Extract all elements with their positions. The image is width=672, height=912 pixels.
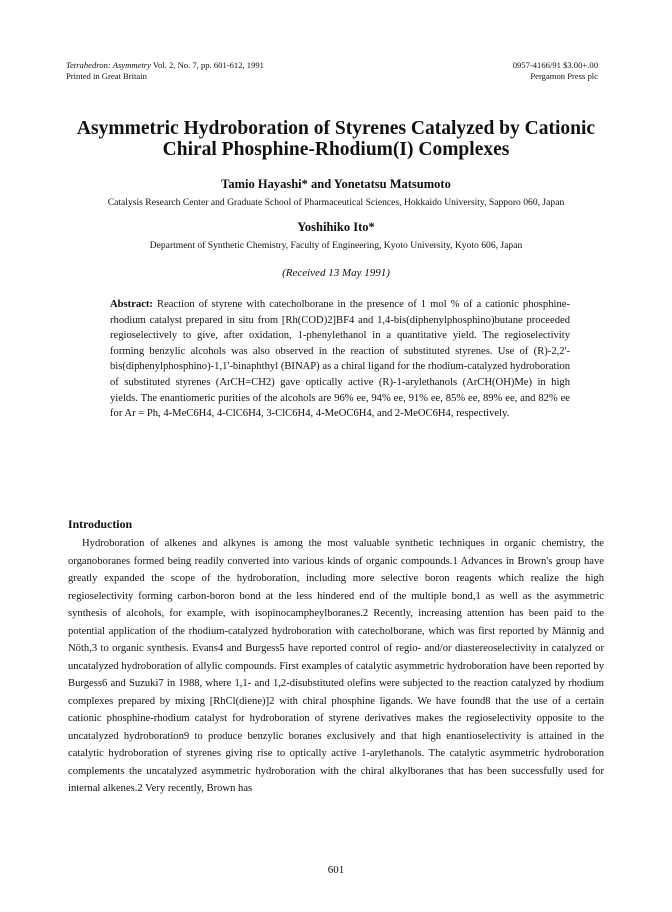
journal-volume: Vol. 2, No. 7, pp. 601-612, 1991	[150, 60, 264, 70]
introduction-body	[68, 535, 604, 798]
affiliation-2: Department of Synthetic Chemistry, Faculty of Engineering, Kyoto University, Kyoto 606, Japan	[149, 240, 523, 251]
printed-note: Printed in Great Britain	[66, 71, 147, 81]
authors: Tamio Hayashi* and Yonetatsu Matsumoto	[221, 177, 451, 191]
journal-header	[66, 60, 264, 82]
introduction-paragraph: Hydroboration of alkenes and alkynes is among the most valuable synthetic techniques in organic chemistry, the organoboranes formed being readily converted into various kinds of organic compounds.1 Advances in Brown's group have greatly expanded the scope of the hydroboration, including more selective boron reagents which realize the high regioselectivity forming carbon-boron bond at the less hindered end of the multiple bond,1 as well as the asymmetric synthesis of alcohols, for example, with isopinocampheylboranes.2 Recently, increasing attention has been paid to the potential application of the rhodium-catalyzed hydroboration with catecholborane, which was first reported by Männig and Nöth,3 to organic synthesis. Evans4 and Burgess5 have reported control of regio- and/or diastereoselectivity in catalyzed or uncatalyzed hydroboration of allylic compounds. First examples of catalytic asymmetric hydroboration have been reported by Burgess6 and Suzuki7 in 1988, where 1,1- and 1,2-disubstituted olefins were subjected to the reaction catalyzed by rhodium complexes prepared by mixing [RhCl(diene)]2 with chiral phosphine ligands. We have found8 that the use of a certain cationic phosphine-rhodium catalyst for hydroboration of styrene derivatives makes the regioselectivity opposite to the uncatalyzed hydroboration9 to produce benzylic boranes exclusively and that high enantioselectivity is attained in the catalytic hydroboration of styrenes giving rise to optically active 1-arylethanols. The catalytic asymmetric hydroboration complements the uncatalyzed asymmetric hydroboration with the chiral alkylboranes that has been successfully used for internal alkenes.2 Very recently, Brown has	[68, 538, 604, 794]
author-2: Yoshihiko Ito*	[297, 220, 375, 234]
journal-name: Tetrahedron: Asymmetry	[66, 60, 151, 70]
publisher-header	[513, 60, 598, 82]
paper-title: Asymmetric Hydroboration of Styrenes Catalyzed by Cationic Chiral Phosphine-Rhodium(I) Complexes	[76, 118, 596, 160]
section-heading-introduction: Introduction	[68, 517, 133, 531]
page-number: 601	[327, 864, 345, 876]
journal-citation	[66, 60, 264, 71]
publisher-name: Pergamon Press plc	[530, 71, 598, 81]
received-date: (Received 13 May 1991)	[282, 267, 390, 279]
abstract-label: Abstract:	[110, 299, 153, 310]
price-code: 0957-4166/91 $3.00+.00	[512, 60, 598, 70]
abstract	[110, 297, 570, 422]
affiliation-1: Catalysis Research Center and Graduate School of Pharmaceutical Sciences, Hokkaido University, Sapporo 060, Japan	[107, 197, 565, 208]
abstract-text: Reaction of styrene with catecholborane in the presence of 1 mol % of a cationic phosphine-rhodium catalyst prepared in situ from [Rh(COD)2]BF4 and 1,4-bis(diphenylphosphino)butane proceeded regioselectively to give, after oxidation, 1-phenylethanol in a quantitative yield. The regioselectivity forming benzylic alcohols was also observed in the reaction of substituted styrenes. Use of (R)-2,2'-bis(diphenylphosphino)-1,1'-binaphthyl (BINAP) as a chiral ligand for the rhodium-catalyzed hydroboration of substituted styrenes (ArCH=CH2) gave optically active (R)-1-arylethanols (ArCH(OH)Me) in high yields. The enantiomeric purities of the alcohols are 96% ee, 94% ee, 91% ee, 85% ee, 89% ee, and 82% ee for Ar = Ph, 4-MeC6H4, 4-ClC6H4, 3-ClC6H4, 4-MeOC6H4, and 2-MeOC6H4, respectively.	[110, 299, 570, 420]
